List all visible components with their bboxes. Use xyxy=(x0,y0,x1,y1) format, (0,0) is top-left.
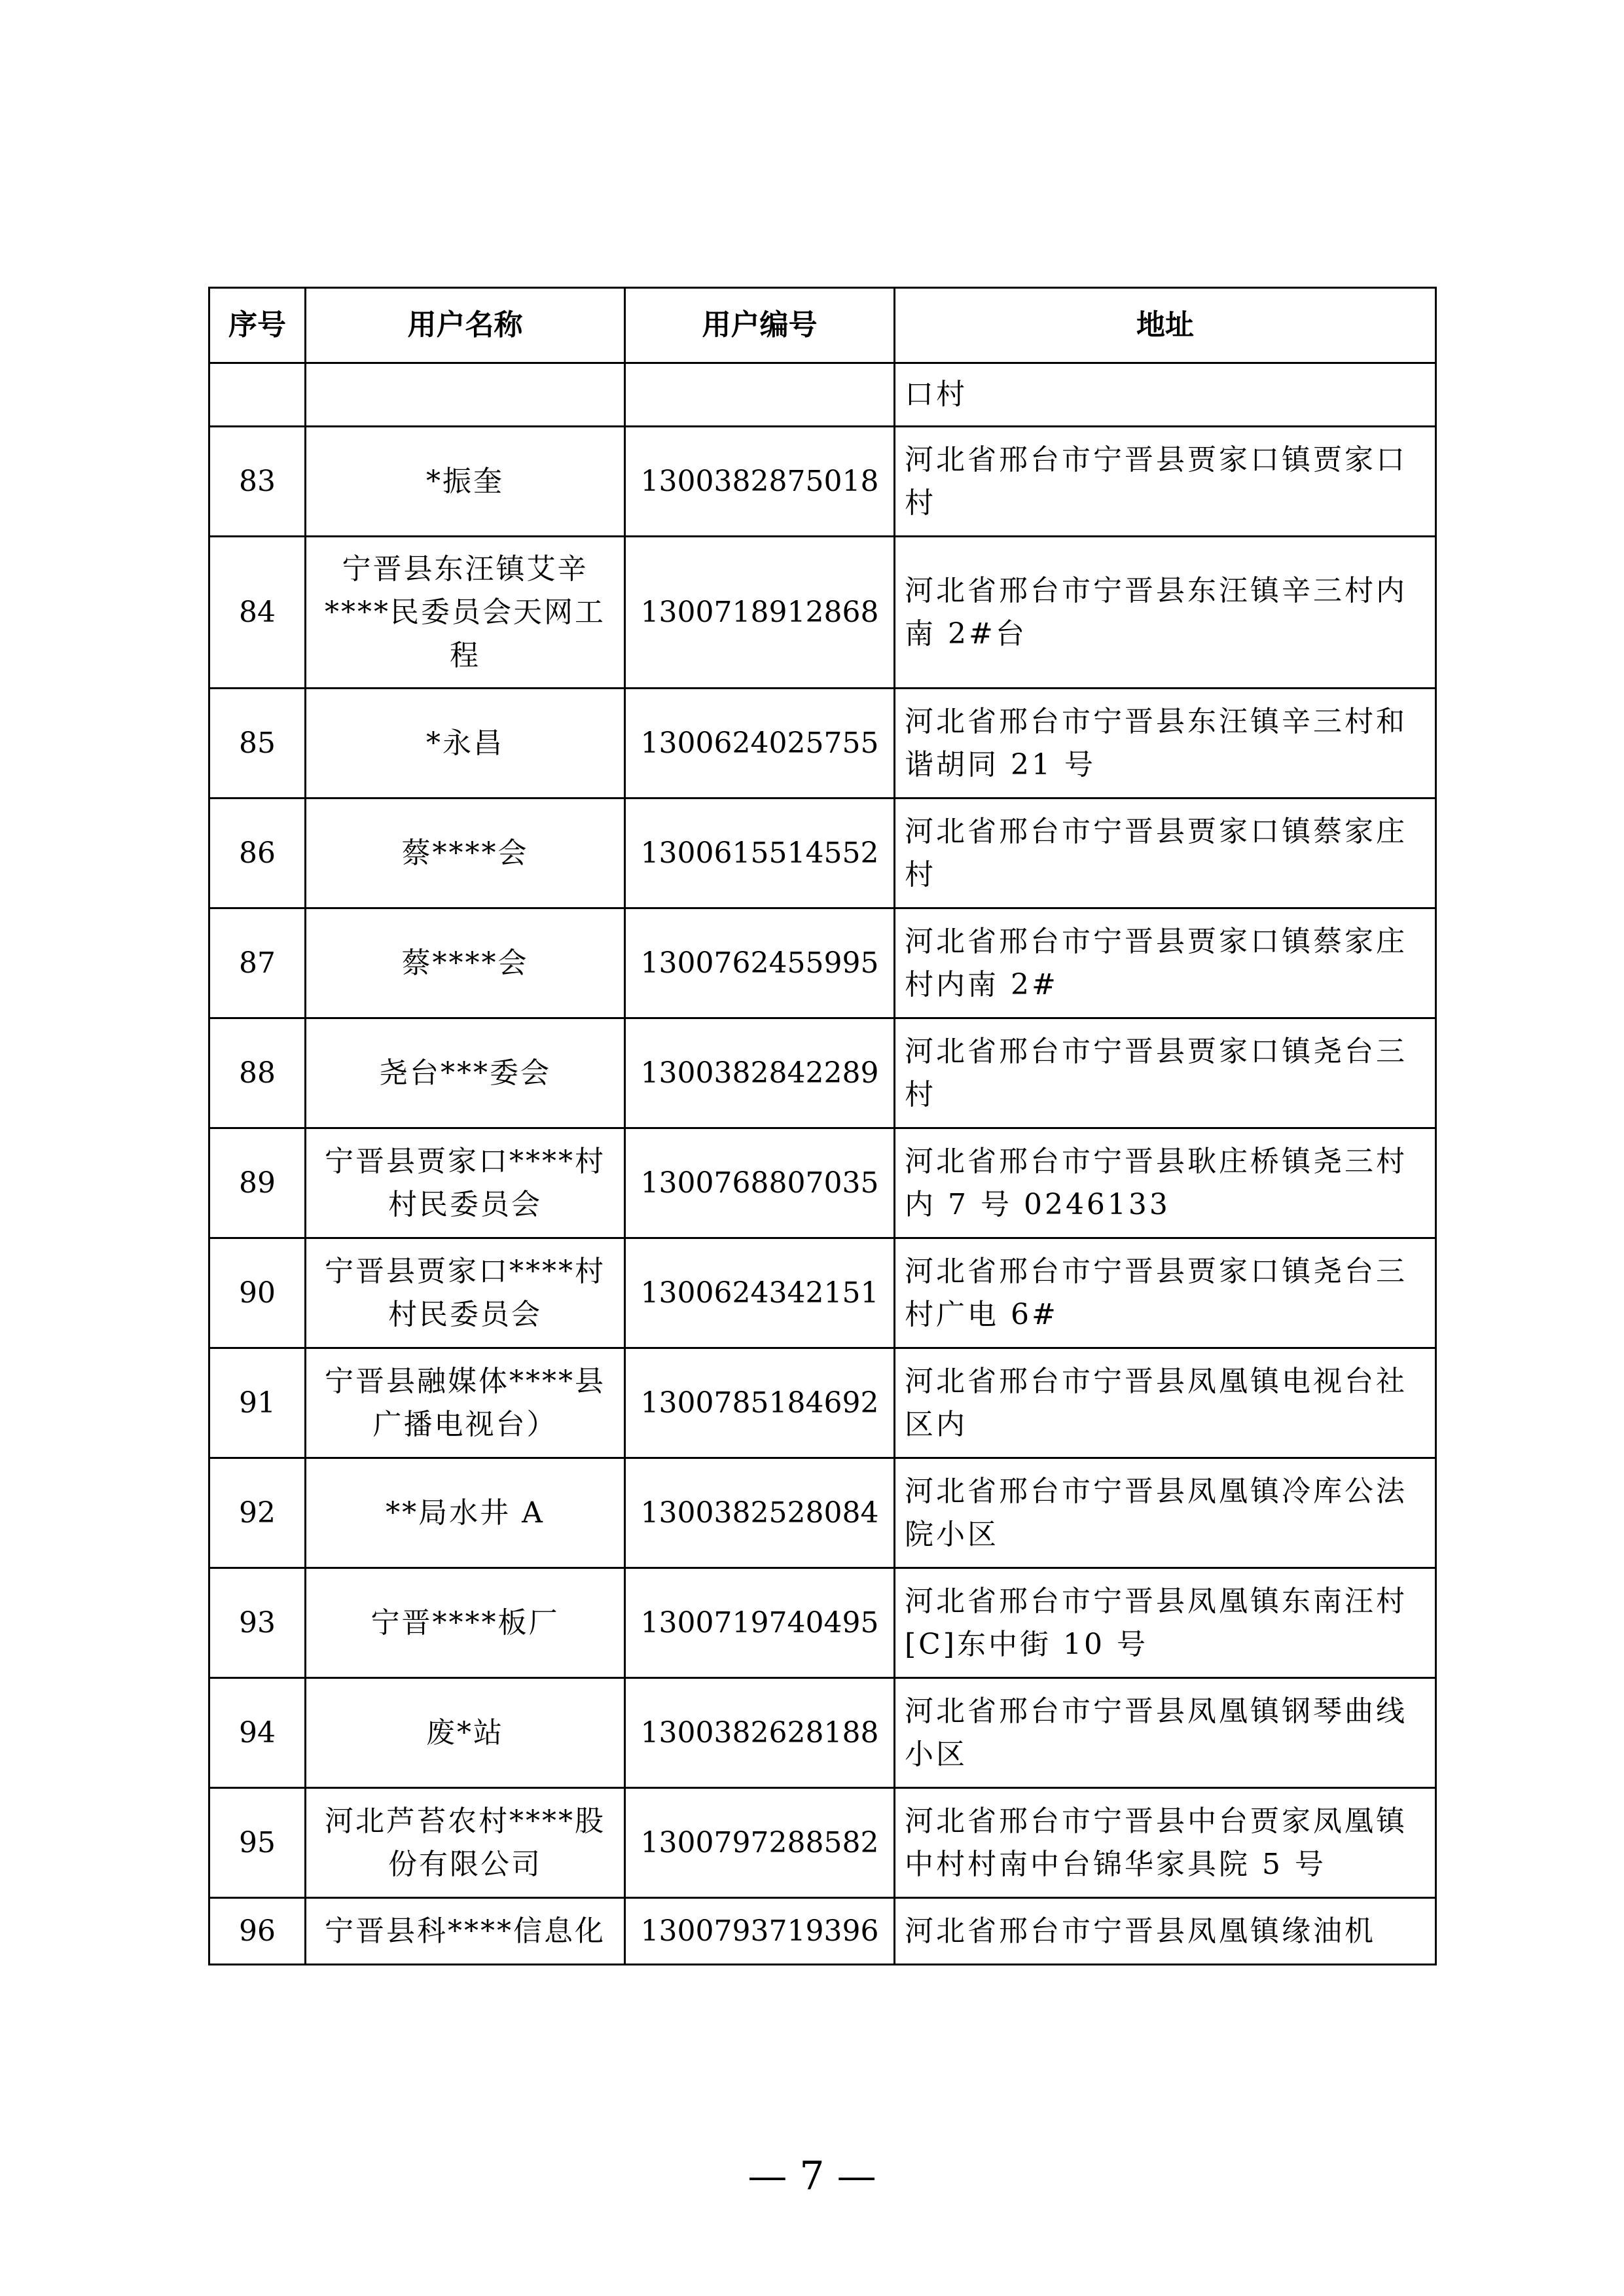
table-row xyxy=(209,798,1436,908)
cell-name: 尧台***委会 xyxy=(306,1018,625,1128)
header-id: 用户编号 xyxy=(625,288,895,363)
table-row xyxy=(209,1898,1436,1965)
cell-name: 废*站 xyxy=(306,1678,625,1788)
table-row xyxy=(209,1568,1436,1678)
cell-addr: 河北省邢台市宁晋县贾家口镇蔡家庄村内南 2# xyxy=(895,908,1436,1018)
cell-name: 宁晋****板厂 xyxy=(306,1568,625,1678)
header-addr: 地址 xyxy=(895,288,1436,363)
cell-id: 1300624342151 xyxy=(625,1238,895,1348)
table-row xyxy=(209,1238,1436,1348)
cell-addr: 河北省邢台市宁晋县东汪镇辛三村和谐胡同 21 号 xyxy=(895,689,1436,798)
cell-id: 1300768807035 xyxy=(625,1128,895,1238)
cell-num: 87 xyxy=(209,908,306,1018)
header-name: 用户名称 xyxy=(306,288,625,363)
cell-addr: 河北省邢台市宁晋县贾家口镇尧台三村广电 6# xyxy=(895,1238,1436,1348)
cell-num: 93 xyxy=(209,1568,306,1678)
cell-num: 92 xyxy=(209,1458,306,1568)
header-num: 序号 xyxy=(209,288,306,363)
cell-id: 1300719740495 xyxy=(625,1568,895,1678)
cell-addr: 河北省邢台市宁晋县贾家口镇蔡家庄村 xyxy=(895,798,1436,908)
cell-num: 94 xyxy=(209,1678,306,1788)
cell-id: 1300793719396 xyxy=(625,1898,895,1965)
continuation-row xyxy=(209,363,1436,427)
cell-num: 86 xyxy=(209,798,306,908)
cell-id: 1300382628188 xyxy=(625,1678,895,1788)
cell-num: 85 xyxy=(209,689,306,798)
cell-id: 1300382528084 xyxy=(625,1458,895,1568)
cell-addr: 河北省邢台市宁晋县贾家口镇贾家口村 xyxy=(895,427,1436,537)
cell-id: 1300382842289 xyxy=(625,1018,895,1128)
table-row xyxy=(209,427,1436,537)
table-row xyxy=(209,1788,1436,1898)
cell-name: 宁晋县融媒体****县广播电视台） xyxy=(306,1348,625,1458)
cell-id: 1300797288582 xyxy=(625,1788,895,1898)
records-table xyxy=(208,287,1437,1965)
cell-id: 1300718912868 xyxy=(625,537,895,689)
cell-num: 89 xyxy=(209,1128,306,1238)
cell-num: 84 xyxy=(209,537,306,689)
cell-name: 蔡****会 xyxy=(306,798,625,908)
cell-name: 宁晋县贾家口****村村民委员会 xyxy=(306,1128,625,1238)
cell-name: 宁晋县东汪镇艾辛****民委员会天网工程 xyxy=(306,537,625,689)
cell-addr: 河北省邢台市宁晋县凤凰镇钢琴曲线小区 xyxy=(895,1678,1436,1788)
cell-addr: 河北省邢台市宁晋县贾家口镇尧台三村 xyxy=(895,1018,1436,1128)
cell-addr: 河北省邢台市宁晋县凤凰镇冷库公法院小区 xyxy=(895,1458,1436,1568)
cell-num xyxy=(209,363,306,427)
cell-addr: 河北省邢台市宁晋县中台贾家凤凰镇中村村南中台锦华家具院 5 号 xyxy=(895,1788,1436,1898)
cell-addr: 河北省邢台市宁晋县东汪镇辛三村内南 2#台 xyxy=(895,537,1436,689)
cell-name: *永昌 xyxy=(306,689,625,798)
cell-id xyxy=(625,363,895,427)
cell-name: 宁晋县贾家口****村村民委员会 xyxy=(306,1238,625,1348)
table-row xyxy=(209,537,1436,689)
cell-addr: 河北省邢台市宁晋县凤凰镇东南汪村[C]东中街 10 号 xyxy=(895,1568,1436,1678)
cell-num: 90 xyxy=(209,1238,306,1348)
cell-id: 1300615514552 xyxy=(625,798,895,908)
page-number: — 7 — xyxy=(748,2153,876,2199)
table-row xyxy=(209,1018,1436,1128)
cell-addr: 河北省邢台市宁晋县凤凰镇电视台社区内 xyxy=(895,1348,1436,1458)
cell-addr: 河北省邢台市宁晋县凤凰镇缘油机 xyxy=(895,1898,1436,1965)
cell-addr: 河北省邢台市宁晋县耿庄桥镇尧三村内 7 号 0246133 xyxy=(895,1128,1436,1238)
cell-name: 蔡****会 xyxy=(306,908,625,1018)
table-row xyxy=(209,1458,1436,1568)
cell-id: 1300762455995 xyxy=(625,908,895,1018)
cell-name: **局水井 A xyxy=(306,1458,625,1568)
cell-name xyxy=(306,363,625,427)
table-row xyxy=(209,1348,1436,1458)
cell-id: 1300785184692 xyxy=(625,1348,895,1458)
table-header-row xyxy=(209,288,1436,363)
cell-name: 宁晋县科****信息化 xyxy=(306,1898,625,1965)
cell-name: *振奎 xyxy=(306,427,625,537)
cell-num: 83 xyxy=(209,427,306,537)
cell-id: 1300624025755 xyxy=(625,689,895,798)
cell-num: 91 xyxy=(209,1348,306,1458)
cell-id: 1300382875018 xyxy=(625,427,895,537)
table-row xyxy=(209,1678,1436,1788)
cell-num: 88 xyxy=(209,1018,306,1128)
table-row xyxy=(209,689,1436,798)
cell-num: 95 xyxy=(209,1788,306,1898)
cell-addr: 口村 xyxy=(895,363,1436,427)
cell-num: 96 xyxy=(209,1898,306,1965)
table-row xyxy=(209,1128,1436,1238)
cell-name: 河北芦苔农村****股份有限公司 xyxy=(306,1788,625,1898)
table-row xyxy=(209,908,1436,1018)
